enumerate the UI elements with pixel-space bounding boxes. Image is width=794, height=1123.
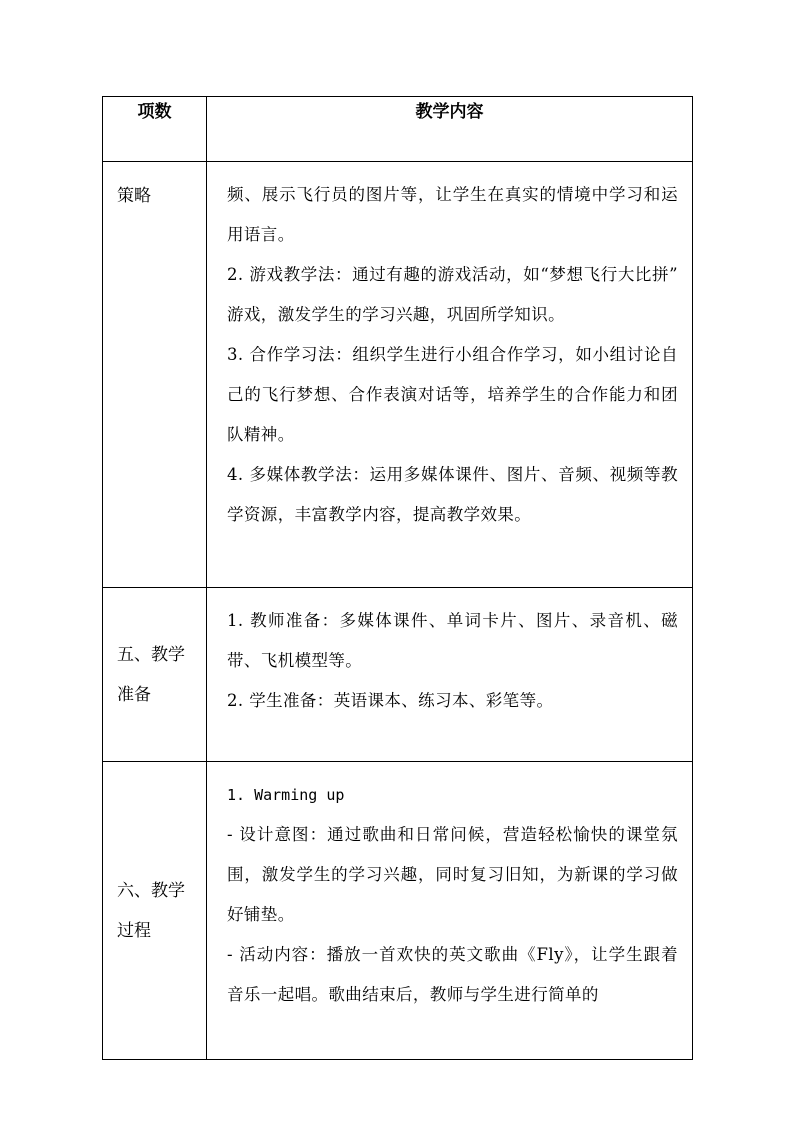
- header-teaching-content: 教学内容: [207, 97, 693, 162]
- process-paragraph-2: - 设计意图：通过歌曲和日常问候，营造轻松愉快的课堂氛围，激发学生的学习兴趣，同时复习旧知，为新课的学习做好铺垫。: [227, 825, 678, 924]
- row-content-preparation: [207, 588, 693, 762]
- table-header-row: [103, 97, 693, 162]
- table-row-process: [103, 762, 693, 1060]
- strategy-paragraph-3: 3. 合作学习法：组织学生进行小组合作学习，如小组讨论自己的飞行梦想、合作表演对话等，培养学生的合作能力和团队精神。: [227, 345, 678, 444]
- process-paragraph-1: 1. Warming up: [227, 786, 345, 804]
- strategy-paragraph-1: 频、展示飞行员的图片等，让学生在真实的情境中学习和运用语言。: [227, 185, 678, 244]
- row-content-strategy: [207, 162, 693, 588]
- process-paragraph-3: - 活动内容：播放一首欢快的英文歌曲《Fly》，让学生跟着音乐一起唱。歌曲结束后，教师与学生进行简单的: [227, 945, 678, 1004]
- row-label-preparation: 五、教学准备: [103, 588, 207, 762]
- strategy-paragraph-4: 4. 多媒体教学法：运用多媒体课件、图片、音频、视频等教学资源，丰富教学内容，提高教学效果。: [227, 465, 678, 524]
- preparation-paragraph-1: 1. 教师准备：多媒体课件、单词卡片、图片、录音机、磁带、飞机模型等。: [227, 611, 678, 670]
- header-item-count: 项数: [103, 97, 207, 162]
- row-content-process: [207, 762, 693, 1060]
- table-row-strategy: [103, 162, 693, 588]
- strategy-paragraph-2: 2. 游戏教学法：通过有趣的游戏活动，如“梦想飞行大比拼” 游戏，激发学生的学习兴趣，巩固所学知识。: [227, 265, 678, 324]
- row-label-process: 六、教学过程: [103, 762, 207, 1060]
- lesson-plan-table: [102, 96, 693, 1060]
- table-row-preparation: [103, 588, 693, 762]
- row-label-strategy: 策略: [103, 162, 207, 588]
- preparation-paragraph-2: 2. 学生准备：英语课本、练习本、彩笔等。: [227, 691, 554, 710]
